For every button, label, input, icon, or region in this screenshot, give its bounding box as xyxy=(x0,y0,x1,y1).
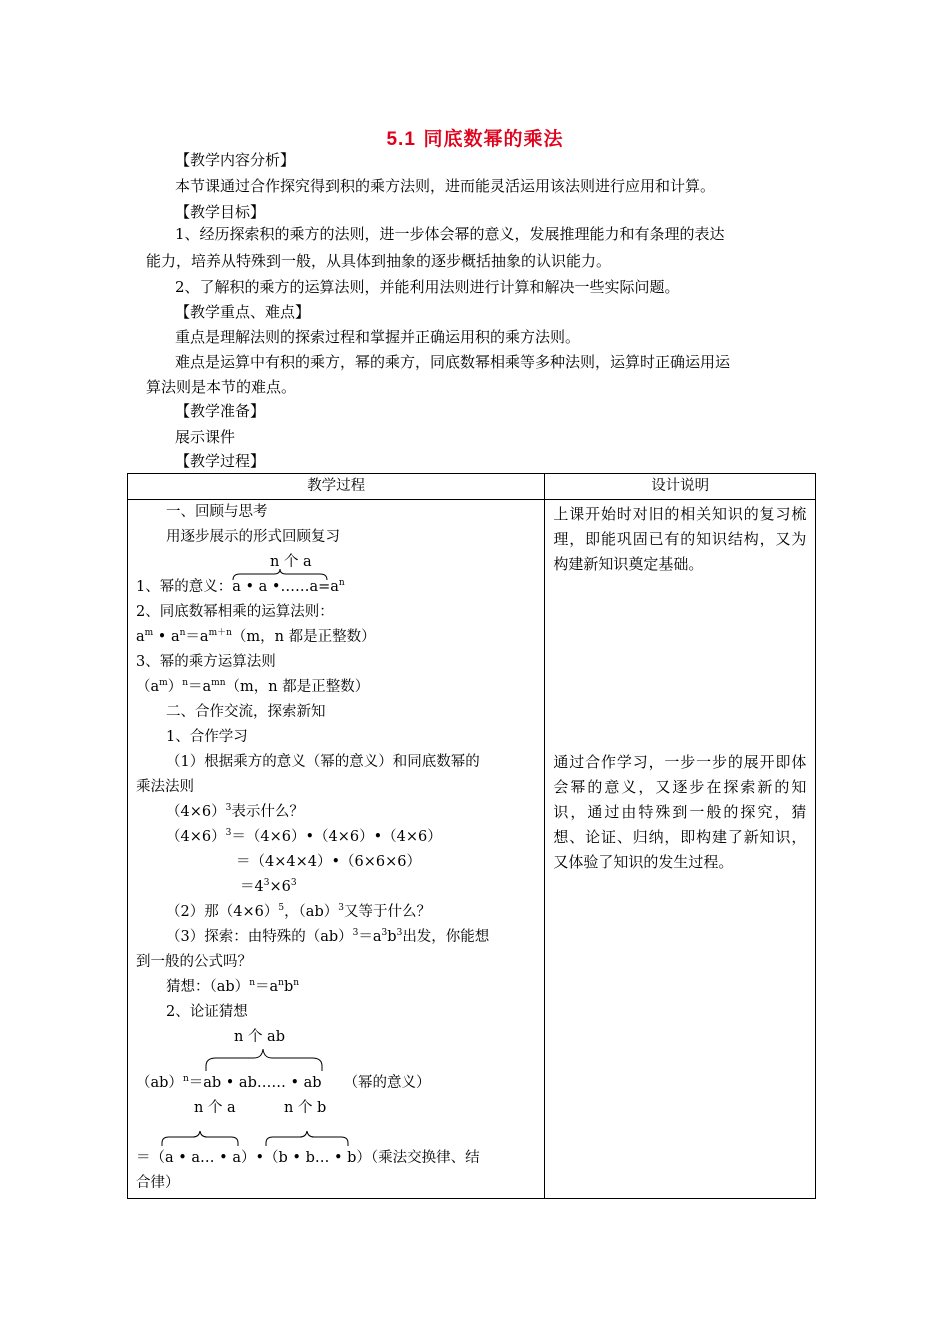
expansion-3 xyxy=(240,877,297,899)
prep-body: 展示课件 xyxy=(175,428,236,446)
goal-2: 2、了解积的乘方的运算法则，并能利用法则进行计算和解决一些实际问题。 xyxy=(175,278,680,296)
prove-conjecture: 2、论证猜想 xyxy=(166,1004,248,1020)
difficulty-line-1: 难点是运算中有积的乘方，幂的乘方，同底数幂相乘等多种法则，运算时正确运用运 xyxy=(175,353,731,371)
t: ＝a xyxy=(358,929,382,945)
t: 出发，你能想 xyxy=(402,929,490,945)
t: ×6 xyxy=(269,879,291,895)
sup: 3 xyxy=(225,803,232,813)
process-heading: 【教学过程】 xyxy=(175,452,266,470)
sup: 3 xyxy=(352,928,359,938)
t: b xyxy=(283,979,294,995)
t: （3）探索：由特殊的（ab） xyxy=(166,929,353,945)
t: a xyxy=(136,629,145,645)
t: （4×6） xyxy=(166,829,226,845)
proof-line-2: ＝（a • a… • a）•（b • b… • b）（乘法交换律、结 xyxy=(136,1150,480,1166)
same-base-rule-title: 2、同底数幂相乘的运算法则： xyxy=(136,604,334,620)
brace-icon xyxy=(264,1131,350,1147)
sup: 3 xyxy=(263,878,270,888)
sup: n xyxy=(182,1074,189,1084)
sup: 3 xyxy=(396,928,403,938)
t: ＝a xyxy=(185,629,209,645)
t: ＝（4×6）•（4×6）•（4×6） xyxy=(231,829,442,845)
process-table xyxy=(127,473,816,1199)
t: ＝a xyxy=(254,979,279,995)
analysis-heading: 【教学内容分析】 xyxy=(175,151,296,169)
brace-icon xyxy=(160,1131,240,1147)
difficulty-line-2: 算法则是本节的难点。 xyxy=(146,378,297,396)
question-1 xyxy=(166,802,304,824)
prep-heading: 【教学准备】 xyxy=(175,402,266,420)
review-note: 用逐步展示的形式回顾复习 xyxy=(166,529,340,545)
power-meaning xyxy=(136,577,345,599)
sup: m＋n xyxy=(208,628,232,638)
t: （2）那（4×6） xyxy=(166,904,279,920)
t: ＝ab • ab…… • ab xyxy=(188,1075,322,1091)
sup: n xyxy=(182,678,188,688)
t: （m，n 都是正整数） xyxy=(225,679,370,695)
power-of-power-title: 3、幂的乘方运算法则 xyxy=(136,654,276,670)
t: b xyxy=(387,929,397,945)
t: ＝4 xyxy=(240,879,264,895)
title-number: 5.1 xyxy=(386,129,416,150)
t: 表示什么？ xyxy=(231,804,304,820)
t: （4×6） xyxy=(166,804,226,820)
proof-line-1 xyxy=(136,1073,431,1095)
sup: n xyxy=(179,628,186,638)
brace-label-n-b: n 个 b xyxy=(284,1100,327,1116)
t: （a xyxy=(136,679,160,695)
t: ，（ab） xyxy=(284,904,339,920)
col-header-process: 教学过程 xyxy=(128,474,545,500)
proof-line-3: 合律） xyxy=(136,1175,180,1191)
col-header-notes: 设计说明 xyxy=(545,474,816,500)
sup: m xyxy=(159,678,168,688)
t: （幂的意义） xyxy=(343,1075,431,1091)
question-3-line-1 xyxy=(166,927,489,949)
brace-label-n-a: n 个 a xyxy=(270,554,312,570)
sup: n xyxy=(338,578,345,588)
step-explore: 二、合作交流，探索新知 xyxy=(166,704,326,720)
notes-cell xyxy=(545,500,816,1199)
coop-learning: 1、合作学习 xyxy=(166,729,248,745)
brace-label-n-a-2: n 个 a xyxy=(194,1100,236,1116)
title-text: 同底数幂的乘法 xyxy=(423,128,564,150)
t: ＝a xyxy=(188,679,212,695)
sup: 5 xyxy=(278,903,285,913)
page-title xyxy=(0,124,950,151)
sup: n xyxy=(249,978,255,988)
power-meaning-end: a=a xyxy=(309,579,339,595)
sup: n xyxy=(293,978,300,988)
item-1-line-2: 乘法法则 xyxy=(136,779,194,795)
note-review: 上课开始时对旧的相关知识的复习梳理，即能巩固已有的知识结构，又为构建新知识奠定基础。 xyxy=(553,505,807,573)
t: 又等于什么？ xyxy=(343,904,431,920)
analysis-body: 本节课通过合作探究得到积的乘方法则，进而能灵活运用该法则进行应用和计算。 xyxy=(175,177,716,195)
sup: 3 xyxy=(381,928,388,938)
expansion-1 xyxy=(166,827,442,849)
goal-1-line-2: 能力，培养从特殊到一般，从具体到抽象的逐步概括抽象的认识能力。 xyxy=(146,252,612,270)
t: • a xyxy=(153,629,180,645)
t: （ab） xyxy=(136,1075,183,1091)
t: （m，n 都是正整数） xyxy=(231,629,376,645)
note-explore: 通过合作学习，一步一步的展开即体会幂的意义，又逐步在探索新的知识，通过由特殊到一般的探究，猜想、论证、归纳，即构建了新知识，又体验了知识的发生过程。 xyxy=(553,753,807,871)
expansion-2: ＝（4×4×4）•（6×6×6） xyxy=(236,854,422,870)
power-meaning-label: 1、幂的意义： xyxy=(136,579,233,595)
key-heading: 【教学重点、难点】 xyxy=(175,303,311,321)
power-meaning-body: a • a •…… xyxy=(232,579,310,595)
sup: 3 xyxy=(225,828,232,838)
process-cell xyxy=(128,500,545,1199)
question-3-line-2: 到一般的公式吗？ xyxy=(136,954,252,970)
same-base-rule xyxy=(136,627,376,649)
sup: n xyxy=(278,978,284,988)
power-of-power-rule xyxy=(136,677,369,699)
goal-heading: 【教学目标】 xyxy=(175,203,266,221)
conjecture xyxy=(166,977,299,999)
sup: 3 xyxy=(290,878,297,888)
question-2 xyxy=(166,902,431,924)
goal-1-line-1: 1、经历探索积的乘方的法则，进一步体会幂的意义，发展推理能力和有条理的表达 xyxy=(175,225,725,243)
t: 猜想：（ab） xyxy=(166,979,250,995)
sup: m xyxy=(144,628,154,638)
step-review: 一、回顾与思考 xyxy=(166,504,268,520)
key-body: 重点是理解法则的探索过程和掌握并正确运用积的乘方法则。 xyxy=(175,328,581,346)
sup: 3 xyxy=(338,903,344,913)
item-1-line-1: （1）根据乘方的意义（幂的意义）和同底数幂的 xyxy=(166,754,480,770)
brace-label-n-ab: n 个 ab xyxy=(234,1029,285,1045)
t: ） xyxy=(167,679,183,695)
brace-icon xyxy=(204,1048,324,1072)
sup: mn xyxy=(211,678,226,688)
